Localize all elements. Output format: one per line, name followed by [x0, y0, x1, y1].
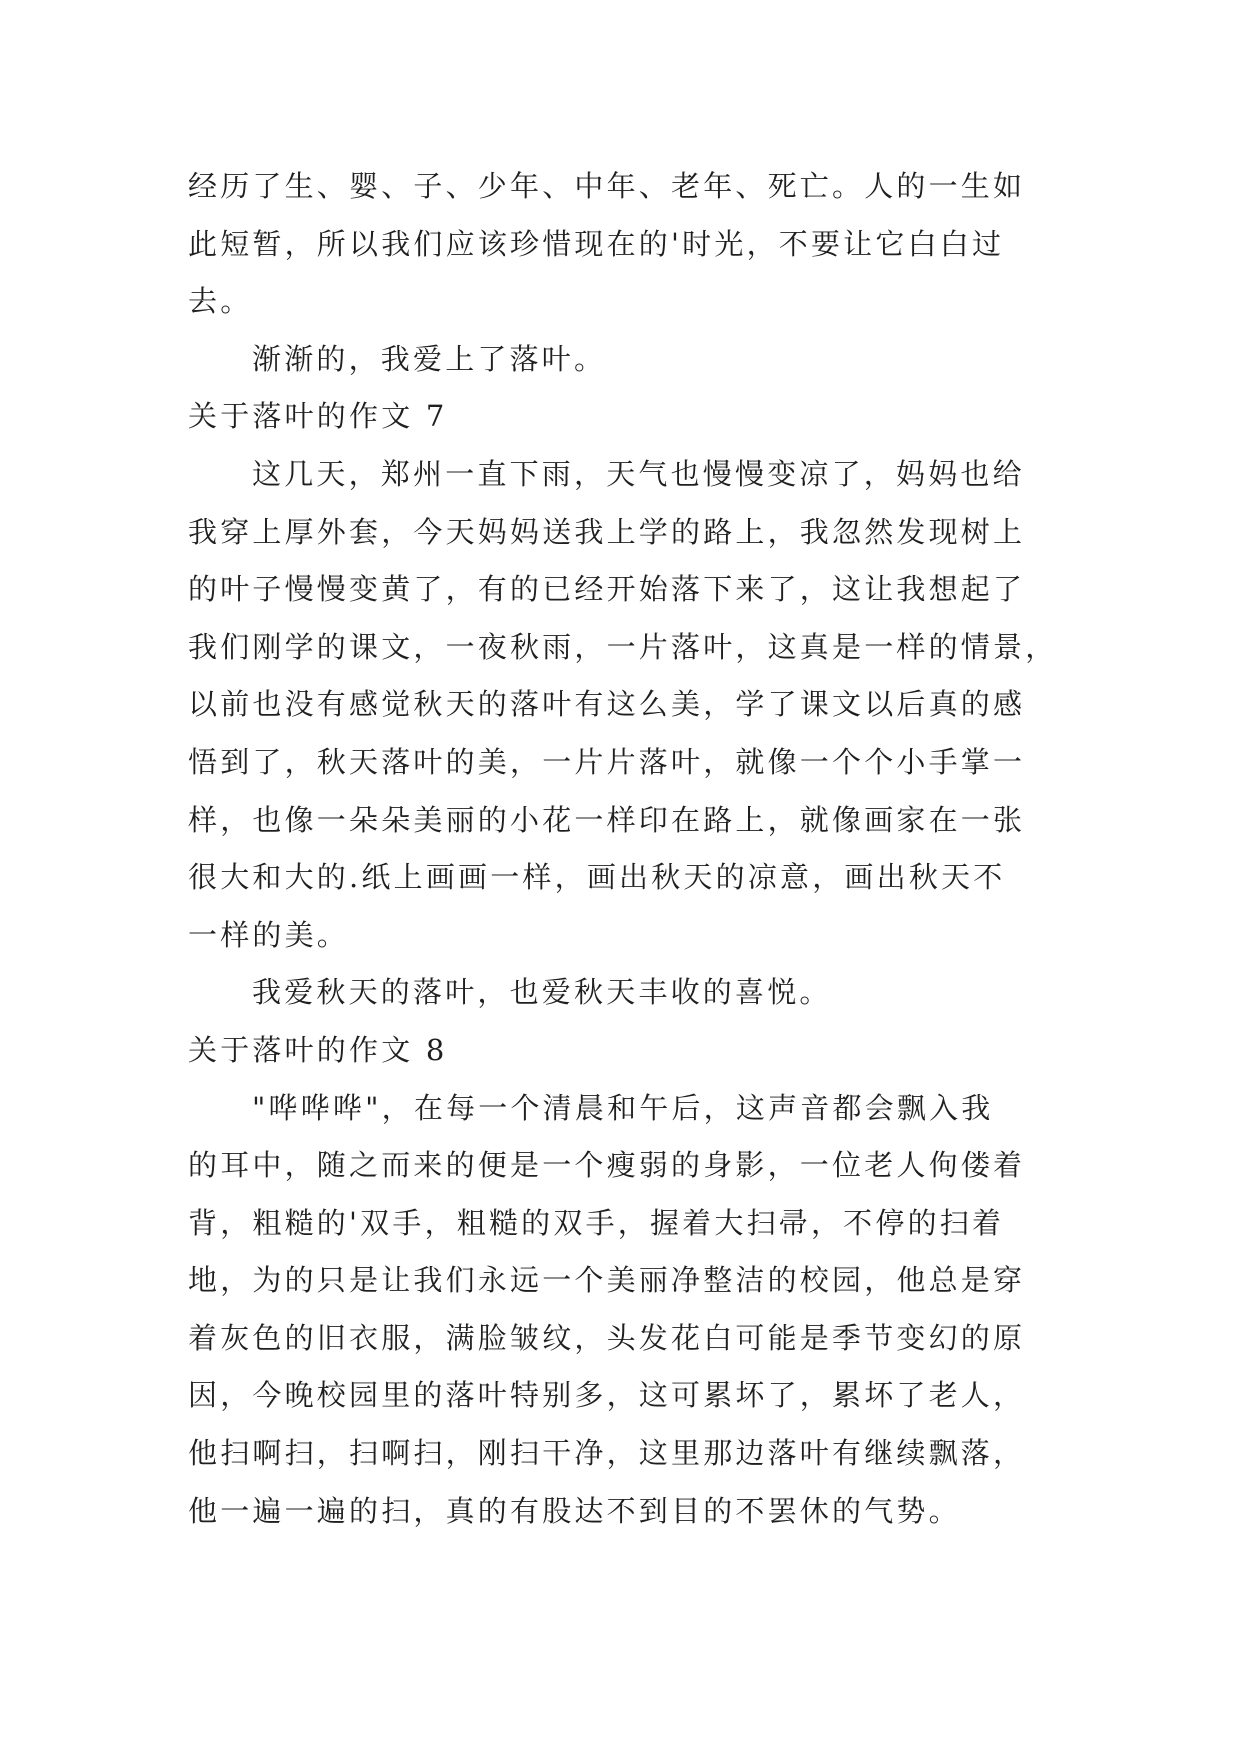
text-line: 的叶子慢慢变黄了，有的已经开始落下来了，这让我想起了 — [188, 572, 1026, 607]
section-heading: 关于落叶的作文 7 — [188, 399, 448, 434]
document-page — [188, 158, 1068, 1540]
text-line: 渐渐的，我爱上了落叶。 — [252, 341, 607, 376]
text-line: 很大和大的.纸上画画一样，画出秋天的凉意，画出秋天不 — [188, 860, 1006, 895]
text-line: 这几天，郑州一直下雨，天气也慢慢变凉了，妈妈也给 — [252, 456, 1025, 491]
text-line: 以前也没有感觉秋天的落叶有这么美，学了课文以后真的感 — [188, 687, 1026, 722]
text-line: 我们刚学的课文，一夜秋雨，一片落叶，这真是一样的情景， — [188, 629, 1058, 664]
text-line: 的耳中，随之而来的便是一个瘦弱的身影，一位老人佝偻着 — [188, 1148, 1026, 1183]
text-line: 我穿上厚外套，今天妈妈送我上学的路上，我忽然发现树上 — [188, 514, 1026, 549]
text-line: 此短暂，所以我们应该珍惜现在的'时光，不要让它白白过 — [188, 226, 1005, 261]
text-line: 他一遍一遍的扫，真的有股达不到目的不罢休的气势。 — [188, 1493, 961, 1528]
text-line: 样，也像一朵朵美丽的小花一样印在路上，就像画家在一张 — [188, 802, 1026, 837]
text-line: 经历了生、婴、子、少年、中年、老年、死亡。人的一生如 — [188, 169, 1026, 203]
text-line: 去。 — [188, 284, 253, 319]
text-line: 一样的美。 — [188, 917, 350, 952]
text-line: 背，粗糙的'双手，粗糙的双手，握着大扫帚，不停的扫着 — [188, 1205, 1005, 1240]
text-line: 地，为的只是让我们永远一个美丽净整洁的校园，他总是穿 — [188, 1263, 1026, 1298]
text-line: "哗哗哗"，在每一个清晨和午后，这声音都会飘入我 — [252, 1090, 994, 1125]
text-line: 悟到了，秋天落叶的美，一片片落叶，就像一个个小手掌一 — [188, 744, 1026, 779]
text-line: 我爱秋天的落叶，也爱秋天丰收的喜悦。 — [252, 975, 832, 1010]
text-line: 因，今晚校园里的落叶特别多，这可累坏了，累坏了老人， — [188, 1378, 1026, 1413]
section-heading: 关于落叶的作文 8 — [188, 1032, 448, 1067]
text-line: 着灰色的旧衣服，满脸皱纹，头发花白可能是季节变幻的原 — [188, 1320, 1026, 1355]
text-line: 他扫啊扫，扫啊扫，刚扫干净，这里那边落叶有继续飘落， — [188, 1436, 1026, 1471]
